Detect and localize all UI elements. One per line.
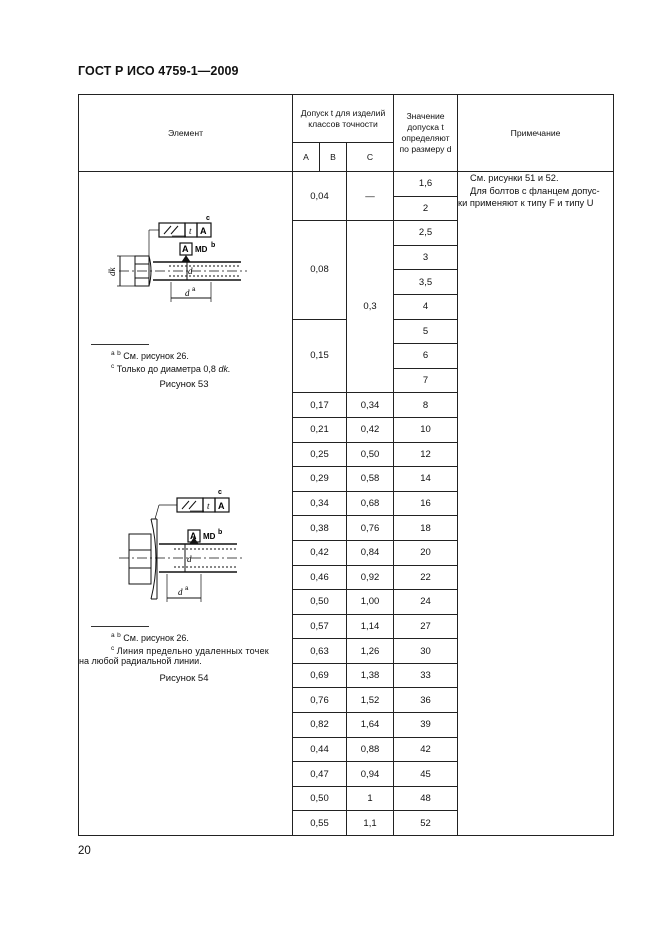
fig54-sup-b: b xyxy=(218,529,223,536)
tolerance-ab-cell: 0,63 xyxy=(293,639,347,664)
tolerance-ab-cell: 0,47 xyxy=(293,762,347,787)
fig53-footnote-ab: $^a$ $^b$ См. рисунок 26. xyxy=(111,350,189,361)
fig54-frame-datum: A xyxy=(218,501,225,511)
tolerance-c-cell: 1,64 xyxy=(347,713,394,738)
tolerance-c-cell: 0,68 xyxy=(347,491,394,516)
tolerance-c-cell: 0,58 xyxy=(347,467,394,492)
fig54-t-label: t xyxy=(207,501,210,511)
tolerance-ab-cell: 0,42 xyxy=(293,540,347,565)
tolerance-c-cell: 0,76 xyxy=(347,516,394,541)
size-cell: 7 xyxy=(394,368,458,393)
tolerance-ab-cell: 0,57 xyxy=(293,614,347,639)
fig53-t-label: t xyxy=(189,226,192,236)
size-cell: 52 xyxy=(394,811,458,836)
tolerance-ab-cell: 0,50 xyxy=(293,786,347,811)
tolerance-ab-cell: 0,38 xyxy=(293,516,347,541)
fig53-dim-dk: dk xyxy=(107,267,117,276)
header-element: Элемент xyxy=(79,95,293,172)
element-cell xyxy=(79,172,293,836)
fig54-md-label: MD xyxy=(203,532,216,541)
header-value: Значение допуска t определяют по размеру d xyxy=(394,95,458,172)
size-cell: 42 xyxy=(394,737,458,762)
figure-54-caption: Рисунок 54 xyxy=(159,673,209,684)
tolerance-table xyxy=(78,94,614,836)
fig54-dim-ds-sup: a xyxy=(185,586,189,592)
figure-54-drawing xyxy=(79,394,293,614)
bolt-head-54 xyxy=(129,534,151,584)
size-cell: 33 xyxy=(394,663,458,688)
ab-group-1: 0,04 xyxy=(293,172,347,221)
header-tolerance-group: Допуск t для изделий классов точности xyxy=(293,95,394,143)
note-cell xyxy=(458,172,614,836)
header-note: Примечание xyxy=(458,95,614,172)
size-cell: 8 xyxy=(394,393,458,418)
size-cell: 2,5 xyxy=(394,221,458,246)
tolerance-ab-cell: 0,50 xyxy=(293,590,347,615)
fig53-md-label: MD xyxy=(195,245,208,254)
tolerance-ab-cell: 0,76 xyxy=(293,688,347,713)
fig53-sup-c: c xyxy=(206,215,210,222)
fig53-dim-ds-sup: a xyxy=(192,287,196,293)
tolerance-ab-cell: 0,25 xyxy=(293,442,347,467)
c-group-1: — xyxy=(347,172,394,221)
size-cell: 10 xyxy=(394,417,458,442)
fig53-footnote-rule xyxy=(91,344,149,345)
size-cell: 48 xyxy=(394,786,458,811)
fig54-footnote-ab: $^a$ $^b$ См. рисунок 26. xyxy=(111,632,189,643)
tolerance-c-cell: 1,52 xyxy=(347,688,394,713)
tolerance-c-cell: 1,38 xyxy=(347,663,394,688)
tolerance-c-cell: 0,50 xyxy=(347,442,394,467)
figure-53-drawing xyxy=(79,172,293,342)
fig54-footnote-c: $^c$ Линия предельно удаленных точек xyxy=(111,645,269,656)
tolerance-c-cell: 0,42 xyxy=(347,417,394,442)
note-line-1: См. рисунки 51 и 52. xyxy=(470,173,559,183)
tolerance-c-cell: 1,14 xyxy=(347,614,394,639)
size-cell: 27 xyxy=(394,614,458,639)
tolerance-c-cell: 0,88 xyxy=(347,737,394,762)
fig53-frame-datum: A xyxy=(200,226,207,236)
tolerance-c-cell: 0,84 xyxy=(347,540,394,565)
tolerance-c-cell: 1,00 xyxy=(347,590,394,615)
fig54-dim-d: d xyxy=(187,554,192,564)
figure-53-caption: Рисунок 53 xyxy=(159,379,209,390)
fig53-sup-b: b xyxy=(211,242,216,249)
size-cell: 2 xyxy=(394,196,458,221)
header-class-b: В xyxy=(320,143,347,172)
tolerance-ab-cell: 0,29 xyxy=(293,467,347,492)
tolerance-c-cell: 1,1 xyxy=(347,811,394,836)
document-header: ГОСТ Р ИСО 4759-1—2009 xyxy=(78,64,239,78)
fig54-sup-c: c xyxy=(218,489,222,496)
tolerance-ab-cell: 0,44 xyxy=(293,737,347,762)
size-cell: 24 xyxy=(394,590,458,615)
size-cell: 14 xyxy=(394,467,458,492)
tolerance-c-cell: 0,94 xyxy=(347,762,394,787)
header-class-a: А xyxy=(293,143,320,172)
size-cell: 3,5 xyxy=(394,270,458,295)
tolerance-ab-cell: 0,21 xyxy=(293,417,347,442)
size-cell: 16 xyxy=(394,491,458,516)
ab-group-2: 0,08 xyxy=(293,221,347,319)
fig54-datum-label: A xyxy=(190,531,197,541)
size-cell: 45 xyxy=(394,762,458,787)
tolerance-ab-cell: 0,69 xyxy=(293,663,347,688)
size-cell: 36 xyxy=(394,688,458,713)
size-cell: 18 xyxy=(394,516,458,541)
fig54-footnote-rule xyxy=(91,626,149,627)
tolerance-ab-cell: 0,46 xyxy=(293,565,347,590)
tolerance-ab-cell: 0,82 xyxy=(293,713,347,738)
tolerance-c-cell: 0,34 xyxy=(347,393,394,418)
size-cell: 3 xyxy=(394,245,458,270)
tolerance-c-cell: 1,26 xyxy=(347,639,394,664)
fig53-dim-d: d xyxy=(188,266,193,276)
fig53-footnote-c: $^c$ Только до диаметра 0,8 dk. xyxy=(111,363,231,374)
tolerance-c-cell: 0,92 xyxy=(347,565,394,590)
size-cell: 5 xyxy=(394,319,458,344)
size-cell: 6 xyxy=(394,344,458,369)
c-group-2: 0,3 xyxy=(347,221,394,393)
size-cell: 39 xyxy=(394,713,458,738)
size-cell: 4 xyxy=(394,294,458,319)
header-class-c: С xyxy=(347,143,394,172)
size-cell: 20 xyxy=(394,540,458,565)
fig54-footnote-c-cont: на любой радиальной линии. xyxy=(79,656,202,666)
size-cell: 12 xyxy=(394,442,458,467)
note-line-2: Для болтов с фланцем допус- xyxy=(470,185,600,196)
tolerance-ab-cell: 0,55 xyxy=(293,811,347,836)
fig53-dim-ds: d xyxy=(185,288,190,298)
tolerance-ab-cell: 0,17 xyxy=(293,393,347,418)
tolerance-c-cell: 1 xyxy=(347,786,394,811)
note-line-3: ки применяют к типу F и типу U xyxy=(458,198,594,208)
fig53-datum-label: A xyxy=(182,244,189,254)
ab-group-3: 0,15 xyxy=(293,319,347,393)
tolerance-ab-cell: 0,34 xyxy=(293,491,347,516)
size-cell: 1,6 xyxy=(394,172,458,197)
page-number: 20 xyxy=(78,845,91,857)
fig54-dim-ds: d xyxy=(178,587,183,597)
size-cell: 30 xyxy=(394,639,458,664)
size-cell: 22 xyxy=(394,565,458,590)
